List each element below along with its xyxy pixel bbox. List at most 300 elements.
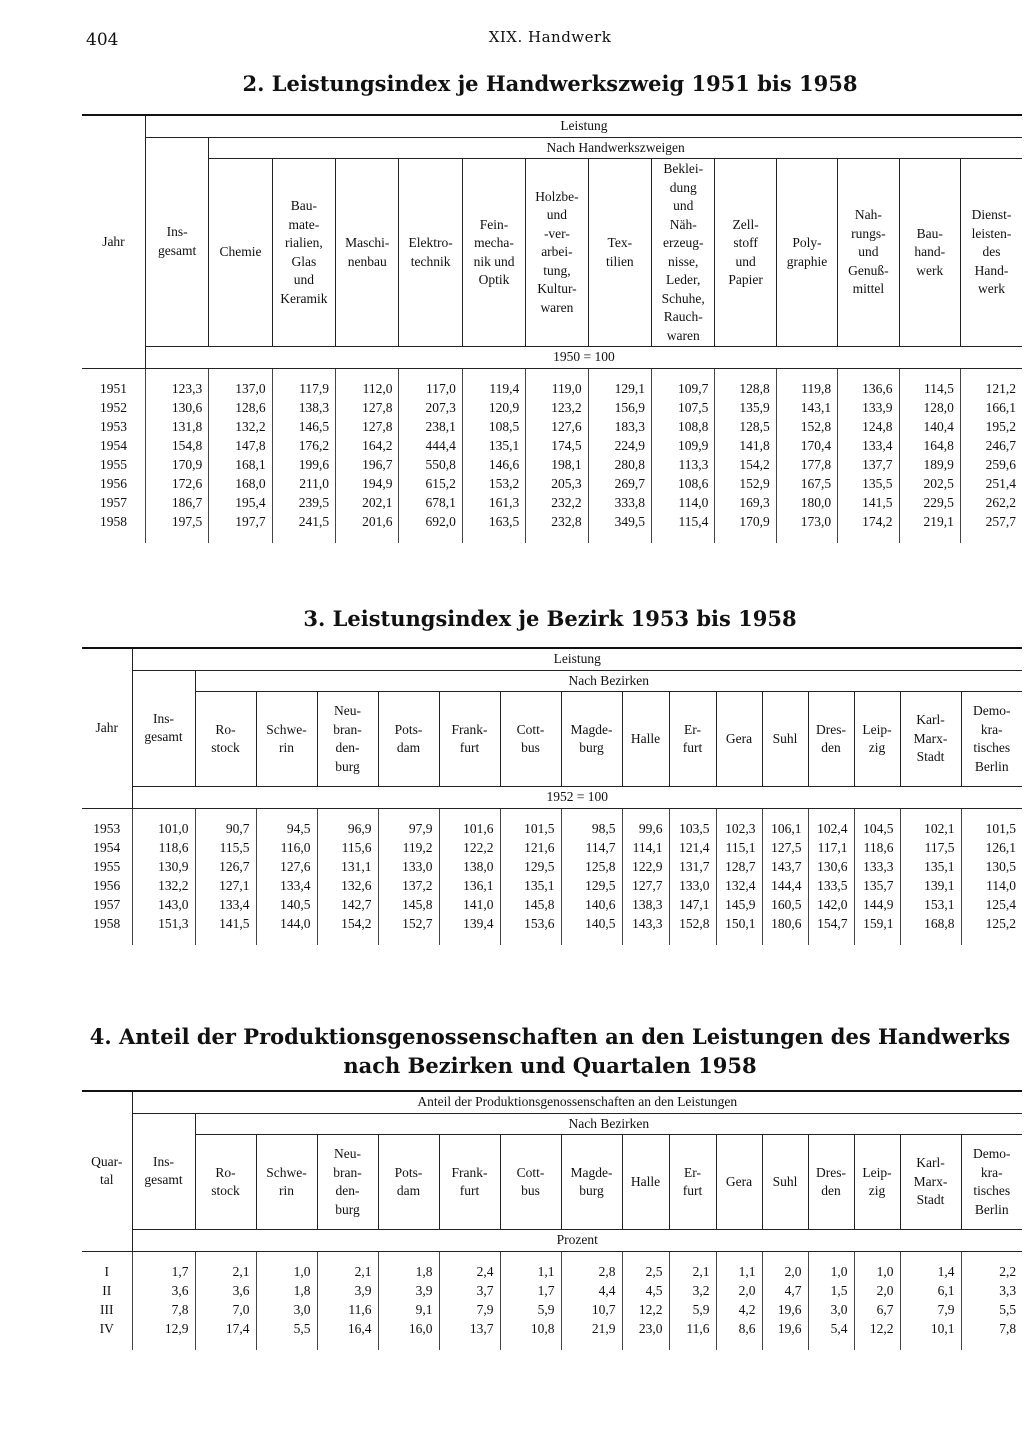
- table-cell: 333,8: [588, 493, 651, 512]
- column-header: Holzbe- und -ver- arbei- tung, Kultur- waren: [526, 159, 588, 347]
- table-cell: 102,3: [716, 819, 762, 838]
- table-cell: 23,0: [622, 1319, 669, 1338]
- table-cell: 133,5: [808, 876, 854, 895]
- table-cell: 119,2: [378, 838, 439, 857]
- table-cell: 180,0: [776, 493, 837, 512]
- table-cell: 133,9: [838, 398, 899, 417]
- row-label: 1953: [93, 820, 121, 836]
- table-cell: 127,6: [526, 417, 588, 436]
- table-cell: 170,9: [715, 512, 776, 531]
- table-cell: 262,2: [960, 493, 1022, 512]
- table-cell: 4,4: [561, 1281, 622, 1300]
- table-cell: 3,0: [256, 1300, 317, 1319]
- table-cell: 2,1: [317, 1262, 378, 1281]
- table-cell: 174,5: [526, 436, 588, 455]
- table-cell: 114,7: [561, 838, 622, 857]
- table-cell: 107,5: [652, 398, 715, 417]
- table-cell: 114,0: [961, 876, 1022, 895]
- table-cell: 172,6: [145, 474, 208, 493]
- table-cell: 117,1: [808, 838, 854, 857]
- column-header: Elektro- technik: [399, 159, 462, 347]
- table-cell: 128,6: [209, 398, 272, 417]
- column-header: Zell- stoff und Papier: [715, 159, 776, 347]
- row-label: 1955: [93, 858, 121, 874]
- table-cell: 1,0: [808, 1262, 854, 1281]
- table-cell: 197,7: [209, 512, 272, 531]
- table-cell: 120,9: [462, 398, 525, 417]
- table-cell: 146,5: [272, 417, 335, 436]
- table-cell: 197,5: [145, 512, 208, 531]
- column-header: Halle: [622, 692, 669, 787]
- table-cell: 142,0: [808, 895, 854, 914]
- table-cell: 170,9: [145, 455, 208, 474]
- table-cell: 126,7: [195, 857, 256, 876]
- table-cell: 168,0: [209, 474, 272, 493]
- table-row: [82, 474, 1022, 493]
- table-cell: 246,7: [960, 436, 1022, 455]
- table-row: [82, 1319, 1022, 1338]
- table-row: [82, 493, 1022, 512]
- table-cell: 97,9: [378, 819, 439, 838]
- unit-row: 1952 = 100: [132, 787, 1022, 809]
- table-cell: 137,0: [209, 379, 272, 398]
- table-row: [82, 914, 1022, 933]
- table-row: [82, 455, 1022, 474]
- column-header: Neu- bran- den- burg: [317, 692, 378, 787]
- table-cell: 10,8: [500, 1319, 561, 1338]
- table-cell: 444,4: [399, 436, 462, 455]
- table-cell: 2,0: [762, 1262, 808, 1281]
- table-cell: 102,4: [808, 819, 854, 838]
- table-cell: 126,1: [961, 838, 1022, 857]
- table-cell: 128,5: [715, 417, 776, 436]
- table-cell: 160,5: [762, 895, 808, 914]
- column-header: Pots- dam: [378, 692, 439, 787]
- table-cell: 102,1: [900, 819, 961, 838]
- column-header: Halle: [622, 1135, 669, 1230]
- column-header: Bau- hand- werk: [899, 159, 960, 347]
- column-header: Cott- bus: [500, 1135, 561, 1230]
- table-cell: 2,1: [195, 1262, 256, 1281]
- row-label: 1952: [99, 399, 127, 415]
- column-header: Er- furt: [669, 692, 716, 787]
- table-cell: 167,5: [776, 474, 837, 493]
- table-cell: 139,4: [439, 914, 500, 933]
- total-header: Ins- gesamt: [145, 137, 208, 347]
- table-cell: 108,5: [462, 417, 525, 436]
- group-header: Leistung: [132, 649, 1022, 670]
- table-cell: 101,0: [132, 819, 195, 838]
- table-row: [82, 819, 1022, 838]
- column-header: Leip- zig: [854, 692, 900, 787]
- table-cell: 1,0: [256, 1262, 317, 1281]
- page-number: 404: [86, 30, 119, 50]
- column-header: Karl- Marx- Stadt: [900, 692, 961, 787]
- table-cell: 101,5: [961, 819, 1022, 838]
- table-cell: 137,2: [378, 876, 439, 895]
- table3: [82, 649, 1022, 945]
- table-cell: 153,2: [462, 474, 525, 493]
- table-cell: 130,6: [145, 398, 208, 417]
- table-cell: 119,8: [776, 379, 837, 398]
- row-label: 1954: [93, 839, 121, 855]
- table-cell: 140,5: [561, 914, 622, 933]
- column-header: Leip- zig: [854, 1135, 900, 1230]
- table-cell: 3,3: [961, 1281, 1022, 1300]
- table-cell: 146,6: [462, 455, 525, 474]
- group-header: Anteil der Produktionsgenossenschaften an den Leistungen: [132, 1092, 1022, 1113]
- stub-header: Jahr: [82, 649, 132, 808]
- table-cell: 106,1: [762, 819, 808, 838]
- table-cell: 11,6: [317, 1300, 378, 1319]
- column-header: Gera: [716, 1135, 762, 1230]
- column-header: Er- furt: [669, 1135, 716, 1230]
- table-cell: 13,7: [439, 1319, 500, 1338]
- table-cell: 7,9: [439, 1300, 500, 1319]
- table4-title-line1: 4. Anteil der Produktionsgenossenschaften an den Leistungen des Handwerks: [89, 1024, 1011, 1049]
- column-header: Cott- bus: [500, 692, 561, 787]
- group-header: Leistung: [145, 116, 1022, 137]
- table-cell: 2,5: [622, 1262, 669, 1281]
- table-cell: 180,6: [762, 914, 808, 933]
- table-cell: 183,3: [588, 417, 651, 436]
- table-cell: 138,3: [622, 895, 669, 914]
- table-cell: 122,2: [439, 838, 500, 857]
- table-cell: 150,1: [716, 914, 762, 933]
- table-cell: 12,2: [622, 1300, 669, 1319]
- table-cell: 104,5: [854, 819, 900, 838]
- table-cell: 239,5: [272, 493, 335, 512]
- table-cell: 16,4: [317, 1319, 378, 1338]
- table-cell: 269,7: [588, 474, 651, 493]
- table-cell: 139,1: [900, 876, 961, 895]
- table-cell: 1,4: [900, 1262, 961, 1281]
- table-cell: 12,2: [854, 1319, 900, 1338]
- table-cell: 132,6: [317, 876, 378, 895]
- table-cell: 103,5: [669, 819, 716, 838]
- table-cell: 116,0: [256, 838, 317, 857]
- table-cell: 202,5: [899, 474, 960, 493]
- table-cell: 259,6: [960, 455, 1022, 474]
- table-cell: 121,6: [500, 838, 561, 857]
- row-label: II: [102, 1282, 112, 1298]
- table-cell: 121,2: [960, 379, 1022, 398]
- unit-row: 1950 = 100: [145, 347, 1022, 369]
- stub-header: Quar- tal: [82, 1092, 132, 1251]
- row-label: IV: [99, 1320, 114, 1336]
- table-cell: 115,4: [652, 512, 715, 531]
- table-cell: 96,9: [317, 819, 378, 838]
- table-cell: 3,2: [669, 1281, 716, 1300]
- table-cell: 168,8: [900, 914, 961, 933]
- table-cell: 141,8: [715, 436, 776, 455]
- table-cell: 5,9: [669, 1300, 716, 1319]
- table-cell: 141,5: [838, 493, 899, 512]
- table-cell: 125,2: [961, 914, 1022, 933]
- table-cell: 152,7: [378, 914, 439, 933]
- column-header: Nah- rungs- und Genuß- mittel: [838, 159, 899, 347]
- table-cell: 147,1: [669, 895, 716, 914]
- table-cell: 2,0: [854, 1281, 900, 1300]
- column-header: Bau- mate- rialien, Glas und Keramik: [272, 159, 335, 347]
- subgroup-header: Nach Bezirken: [195, 670, 1022, 692]
- table-cell: 121,4: [669, 838, 716, 857]
- column-header: Ro- stock: [195, 692, 256, 787]
- row-label: 1956: [93, 877, 121, 893]
- table-cell: 133,0: [378, 857, 439, 876]
- table-cell: 135,5: [838, 474, 899, 493]
- table-cell: 143,7: [762, 857, 808, 876]
- table-cell: 2,4: [439, 1262, 500, 1281]
- table-cell: 145,8: [500, 895, 561, 914]
- table-cell: 115,1: [716, 838, 762, 857]
- table-cell: 2,8: [561, 1262, 622, 1281]
- table-cell: 11,6: [669, 1319, 716, 1338]
- table-cell: 19,6: [762, 1319, 808, 1338]
- table-cell: 145,8: [378, 895, 439, 914]
- table-cell: 2,2: [961, 1262, 1022, 1281]
- table-cell: 130,9: [132, 857, 195, 876]
- table-cell: 133,4: [256, 876, 317, 895]
- table-cell: 349,5: [588, 512, 651, 531]
- table-cell: 118,6: [854, 838, 900, 857]
- column-header: Ro- stock: [195, 1135, 256, 1230]
- table-cell: 241,5: [272, 512, 335, 531]
- table-cell: 99,6: [622, 819, 669, 838]
- column-header: Gera: [716, 692, 762, 787]
- table-row: [82, 436, 1022, 455]
- column-header: Dres- den: [808, 692, 854, 787]
- table-cell: 142,7: [317, 895, 378, 914]
- table-cell: 1,7: [500, 1281, 561, 1300]
- table-cell: 5,4: [808, 1319, 854, 1338]
- row-label: 1953: [99, 418, 127, 434]
- table3-title: 3. Leistungsindex je Bezirk 1953 bis 1958: [303, 606, 797, 631]
- running-head: XIX. Handwerk: [488, 28, 612, 46]
- table-row: [82, 895, 1022, 914]
- table-cell: 119,0: [526, 379, 588, 398]
- table-row: [82, 1262, 1022, 1281]
- table-cell: 251,4: [960, 474, 1022, 493]
- table-cell: 143,0: [132, 895, 195, 914]
- table-cell: 1,0: [854, 1262, 900, 1281]
- table-cell: 615,2: [399, 474, 462, 493]
- table-cell: 131,8: [145, 417, 208, 436]
- table-cell: 132,4: [716, 876, 762, 895]
- table-cell: 10,7: [561, 1300, 622, 1319]
- table-cell: 5,5: [256, 1319, 317, 1338]
- unit-row: Prozent: [132, 1230, 1022, 1252]
- table-cell: 3,0: [808, 1300, 854, 1319]
- table-cell: 152,8: [669, 914, 716, 933]
- row-label: 1958: [93, 915, 121, 931]
- row-label: 1957: [93, 896, 121, 912]
- table-cell: 140,5: [256, 895, 317, 914]
- table-cell: 1,1: [500, 1262, 561, 1281]
- table-cell: 2,1: [669, 1262, 716, 1281]
- table-cell: 132,2: [209, 417, 272, 436]
- table-cell: 129,5: [561, 876, 622, 895]
- table-cell: 127,8: [336, 417, 399, 436]
- table-cell: 12,9: [132, 1319, 195, 1338]
- table-cell: 5,5: [961, 1300, 1022, 1319]
- table-cell: 7,8: [961, 1319, 1022, 1338]
- table-cell: 113,3: [652, 455, 715, 474]
- table-cell: 169,3: [715, 493, 776, 512]
- table-cell: 4,5: [622, 1281, 669, 1300]
- table-cell: 127,1: [195, 876, 256, 895]
- column-header: Neu- bran- den- burg: [317, 1135, 378, 1230]
- table-cell: 8,6: [716, 1319, 762, 1338]
- column-header: Fein- mecha- nik und Optik: [462, 159, 525, 347]
- table-cell: 133,4: [195, 895, 256, 914]
- table-cell: 152,8: [776, 417, 837, 436]
- table-cell: 19,6: [762, 1300, 808, 1319]
- table-cell: 133,0: [669, 876, 716, 895]
- table-cell: 109,9: [652, 436, 715, 455]
- table-cell: 140,4: [899, 417, 960, 436]
- table-cell: 3,7: [439, 1281, 500, 1300]
- table-cell: 186,7: [145, 493, 208, 512]
- table-cell: 1,8: [378, 1262, 439, 1281]
- table-cell: 154,2: [715, 455, 776, 474]
- table4: [82, 1092, 1022, 1350]
- table-cell: 161,3: [462, 493, 525, 512]
- table-cell: 232,2: [526, 493, 588, 512]
- table-cell: 1,8: [256, 1281, 317, 1300]
- table-cell: 229,5: [899, 493, 960, 512]
- table-cell: 123,2: [526, 398, 588, 417]
- table-cell: 198,1: [526, 455, 588, 474]
- table-cell: 101,5: [500, 819, 561, 838]
- row-label: 1951: [99, 380, 127, 396]
- table-cell: 7,8: [132, 1300, 195, 1319]
- table-cell: 163,5: [462, 512, 525, 531]
- table-cell: 144,4: [762, 876, 808, 895]
- table-cell: 5,9: [500, 1300, 561, 1319]
- table-row: [82, 417, 1022, 436]
- table-cell: 128,8: [715, 379, 776, 398]
- table-cell: 124,8: [838, 417, 899, 436]
- table-cell: 127,5: [762, 838, 808, 857]
- table-cell: 123,3: [145, 379, 208, 398]
- row-label: 1958: [99, 513, 127, 529]
- table-cell: 117,0: [399, 379, 462, 398]
- column-header: Suhl: [762, 692, 808, 787]
- table-cell: 156,9: [588, 398, 651, 417]
- table-cell: 129,1: [588, 379, 651, 398]
- table-cell: 130,5: [961, 857, 1022, 876]
- table-cell: 133,4: [838, 436, 899, 455]
- table2: [82, 116, 1022, 543]
- column-header: Poly- graphie: [776, 159, 837, 347]
- table-cell: 119,4: [462, 379, 525, 398]
- table-cell: 168,1: [209, 455, 272, 474]
- table-cell: 257,7: [960, 512, 1022, 531]
- table-cell: 117,9: [272, 379, 335, 398]
- table-cell: 127,8: [336, 398, 399, 417]
- table-cell: 128,7: [716, 857, 762, 876]
- table-cell: 129,5: [500, 857, 561, 876]
- table-row: [82, 1281, 1022, 1300]
- table-cell: 195,2: [960, 417, 1022, 436]
- table-cell: 131,7: [669, 857, 716, 876]
- table-cell: 136,1: [439, 876, 500, 895]
- table-cell: 3,9: [317, 1281, 378, 1300]
- table-cell: 98,5: [561, 819, 622, 838]
- table-row: [82, 512, 1022, 531]
- table-cell: 189,9: [899, 455, 960, 474]
- table-cell: 118,6: [132, 838, 195, 857]
- column-header: Dres- den: [808, 1135, 854, 1230]
- table-cell: 195,4: [209, 493, 272, 512]
- table-row: [82, 838, 1022, 857]
- row-label: 1954: [99, 437, 127, 453]
- column-header: Demo- kra- tisches Berlin: [961, 1135, 1022, 1230]
- table-cell: 2,0: [716, 1281, 762, 1300]
- table-cell: 153,6: [500, 914, 561, 933]
- table-cell: 151,3: [132, 914, 195, 933]
- table-cell: 136,6: [838, 379, 899, 398]
- table-cell: 125,4: [961, 895, 1022, 914]
- row-label: I: [104, 1263, 109, 1279]
- table-cell: 108,6: [652, 474, 715, 493]
- table-cell: 122,9: [622, 857, 669, 876]
- column-header: Maschi- nenbau: [336, 159, 399, 347]
- table-cell: 137,7: [838, 455, 899, 474]
- table-cell: 90,7: [195, 819, 256, 838]
- table-cell: 550,8: [399, 455, 462, 474]
- table-cell: 159,1: [854, 914, 900, 933]
- table4-title-line2: nach Bezirken und Quartalen 1958: [343, 1053, 757, 1078]
- table-cell: 101,6: [439, 819, 500, 838]
- table-cell: 678,1: [399, 493, 462, 512]
- table-cell: 147,8: [209, 436, 272, 455]
- table-cell: 692,0: [399, 512, 462, 531]
- table-cell: 125,8: [561, 857, 622, 876]
- table-cell: 4,7: [762, 1281, 808, 1300]
- table-cell: 94,5: [256, 819, 317, 838]
- table-cell: 173,0: [776, 512, 837, 531]
- table-cell: 127,7: [622, 876, 669, 895]
- row-label: 1957: [99, 494, 127, 510]
- table-cell: 238,1: [399, 417, 462, 436]
- table-cell: 128,0: [899, 398, 960, 417]
- table-cell: 9,1: [378, 1300, 439, 1319]
- table-cell: 232,8: [526, 512, 588, 531]
- table-cell: 10,1: [900, 1319, 961, 1338]
- table-cell: 202,1: [336, 493, 399, 512]
- table-cell: 21,9: [561, 1319, 622, 1338]
- table-cell: 114,5: [899, 379, 960, 398]
- table-cell: 196,7: [336, 455, 399, 474]
- column-header: Tex- tilien: [588, 159, 651, 347]
- table-cell: 115,5: [195, 838, 256, 857]
- table-cell: 153,1: [900, 895, 961, 914]
- table-cell: 4,2: [716, 1300, 762, 1319]
- column-header: Frank- furt: [439, 692, 500, 787]
- table-cell: 199,6: [272, 455, 335, 474]
- table-cell: 141,5: [195, 914, 256, 933]
- table-cell: 127,6: [256, 857, 317, 876]
- table-cell: 117,5: [900, 838, 961, 857]
- table-cell: 6,1: [900, 1281, 961, 1300]
- table-cell: 1,5: [808, 1281, 854, 1300]
- table-cell: 174,2: [838, 512, 899, 531]
- column-header: Schwe- rin: [256, 1135, 317, 1230]
- table-cell: 109,7: [652, 379, 715, 398]
- table-row: [82, 857, 1022, 876]
